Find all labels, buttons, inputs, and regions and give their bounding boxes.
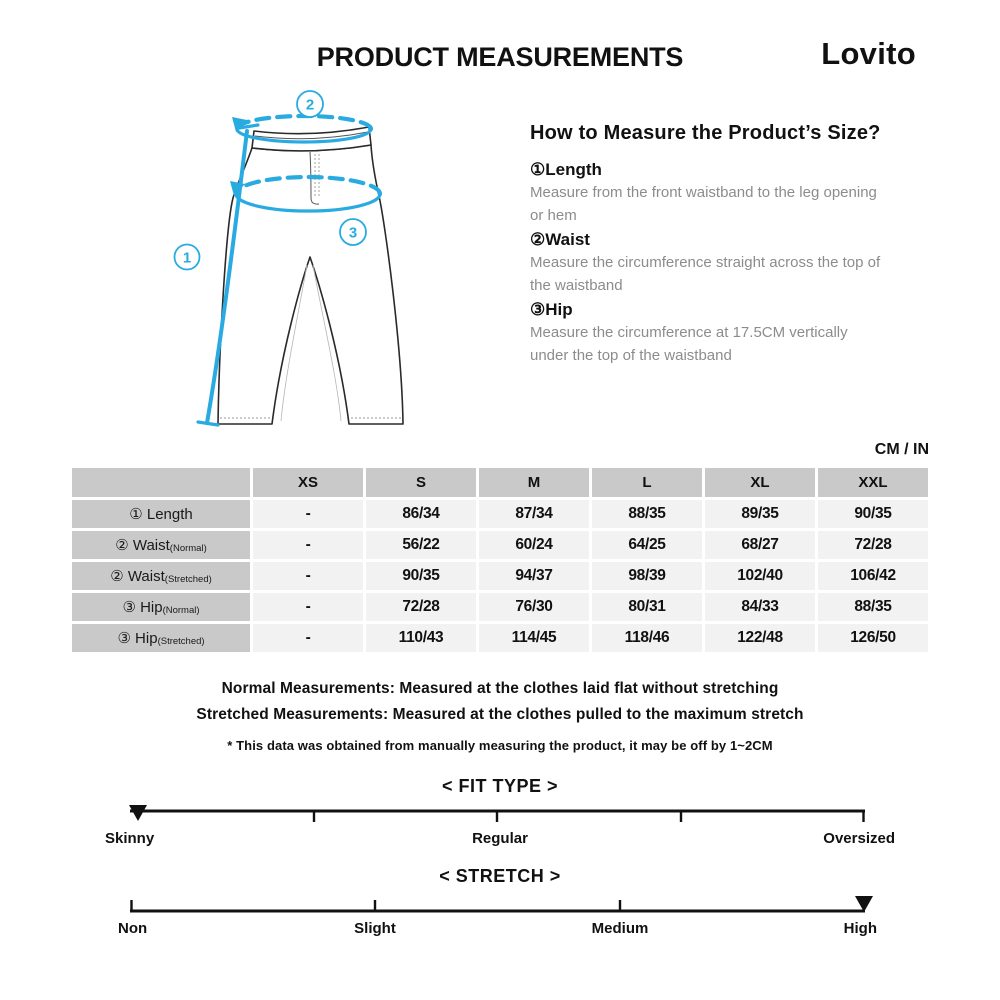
table-cell-r3-c2: 90/35 [366,562,476,590]
table-cell-r3-c3: 94/37 [479,562,589,590]
column-header-XS: XS [253,468,363,497]
fit-type-marker [129,805,147,821]
table-cell-r5-c1: - [253,624,363,652]
column-header-M: M [479,468,589,497]
table-cell-r2-c2: 56/22 [366,531,476,559]
step-desc-2: Measure the circumference straight across the top of the waistband [530,254,881,294]
table-cell-r4-c3: 76/30 [479,593,589,621]
row-label-suffix: (Stretched) [164,573,212,585]
table-cell-r3-c6: 106/42 [818,562,928,590]
table-cell-r2-c1: - [253,531,363,559]
fit-type-labels [105,830,895,850]
how-to-steps [530,158,970,367]
row-label-4: ③ Hip (Normal) [72,593,250,621]
table-cell-r5-c2: 110/43 [366,624,476,652]
scale-label-skinny: Skinny [105,830,155,847]
note-stretched: Stretched Measurements: Measured at the clothes pulled to the maximum stretch [196,706,804,723]
unit-label: CM / IN [874,441,929,458]
step-label-1: ①Length [530,160,602,179]
table-cell-r3-c5: 102/40 [705,562,815,590]
table-cell-r1-c4: 88/35 [592,500,702,528]
table-cell-r5-c3: 114/45 [479,624,589,652]
table-cell-r5-c6: 126/50 [818,624,928,652]
callout-2-number: 2 [305,96,315,114]
scale-label-oversized: Oversized [823,830,895,847]
row-label-3: ② Waist (Stretched) [72,562,250,590]
stretch-title: < STRETCH > [439,866,561,886]
step-desc-1: Measure from the front waistband to the leg opening or hem [530,184,877,224]
column-header-XL: XL [705,468,815,497]
length-cap-bottom [198,422,218,425]
table-corner-cell [72,468,250,497]
table-cell-r2-c6: 72/28 [818,531,928,559]
pants-measurement-diagram [140,85,500,445]
column-header-L: L [592,468,702,497]
row-label-1: ① Length [72,500,250,528]
how-to-measure-title: How to Measure the Product’s Size? [530,122,881,144]
waist-ellipse-back-dashed [237,116,371,129]
table-cell-r3-c1: - [253,562,363,590]
table-cell-r5-c5: 122/48 [705,624,815,652]
scale-label-regular: Regular [472,830,528,847]
step-label-2: ②Waist [530,230,590,249]
row-label-2: ② Waist (Normal) [72,531,250,559]
table-cell-r2-c4: 64/25 [592,531,702,559]
step-desc-3: Measure the circumference at 17.5CM vertically under the top of the waistband [530,324,848,364]
stretch-labels [105,920,895,940]
row-label-suffix: (Normal) [162,604,200,616]
table-cell-r4-c4: 80/31 [592,593,702,621]
scale-label-non: Non [118,920,148,937]
page-title: PRODUCT MEASUREMENTS [316,42,684,72]
stretch-axis [105,893,895,919]
scale-label-slight: Slight [354,920,396,937]
table-cell-r4-c5: 84/33 [705,593,815,621]
row-label-suffix: (Stretched) [157,635,205,647]
callout-3-number: 3 [348,224,358,242]
row-label-suffix: (Normal) [169,542,207,554]
table-cell-r1-c2: 86/34 [366,500,476,528]
note-normal: Normal Measurements: Measured at the clothes laid flat without stretching [221,680,779,697]
table-cell-r1-c1: - [253,500,363,528]
fit-type-title: < FIT TYPE > [441,776,559,796]
size-table [72,468,928,652]
column-header-XXL: XXL [818,468,928,497]
fit-type-scale [105,776,895,850]
note-disclaimer: * This data was obtained from manually measuring the product, it may be off by 1~2CM [227,738,773,753]
column-header-S: S [366,468,476,497]
table-cell-r3-c4: 98/39 [592,562,702,590]
row-label-5: ③ Hip (Stretched) [72,624,250,652]
table-cell-r1-c5: 89/35 [705,500,815,528]
table-cell-r2-c5: 68/27 [705,531,815,559]
fit-type-axis [105,803,895,829]
table-cell-r4-c6: 88/35 [818,593,928,621]
stretch-scale [105,866,895,940]
scale-label-medium: Medium [591,920,649,937]
scale-label-high: High [843,920,877,937]
how-to-measure-section [530,122,970,368]
table-cell-r4-c2: 72/28 [366,593,476,621]
table-cell-r5-c4: 118/46 [592,624,702,652]
table-cell-r1-c3: 87/34 [479,500,589,528]
brand-logo: Lovito [821,36,916,71]
callout-1-number: 1 [182,249,192,267]
table-cell-r1-c6: 90/35 [818,500,928,528]
notes-section [0,676,1000,753]
step-label-3: ③Hip [530,300,573,319]
table-cell-r2-c3: 60/24 [479,531,589,559]
table-cell-r4-c1: - [253,593,363,621]
